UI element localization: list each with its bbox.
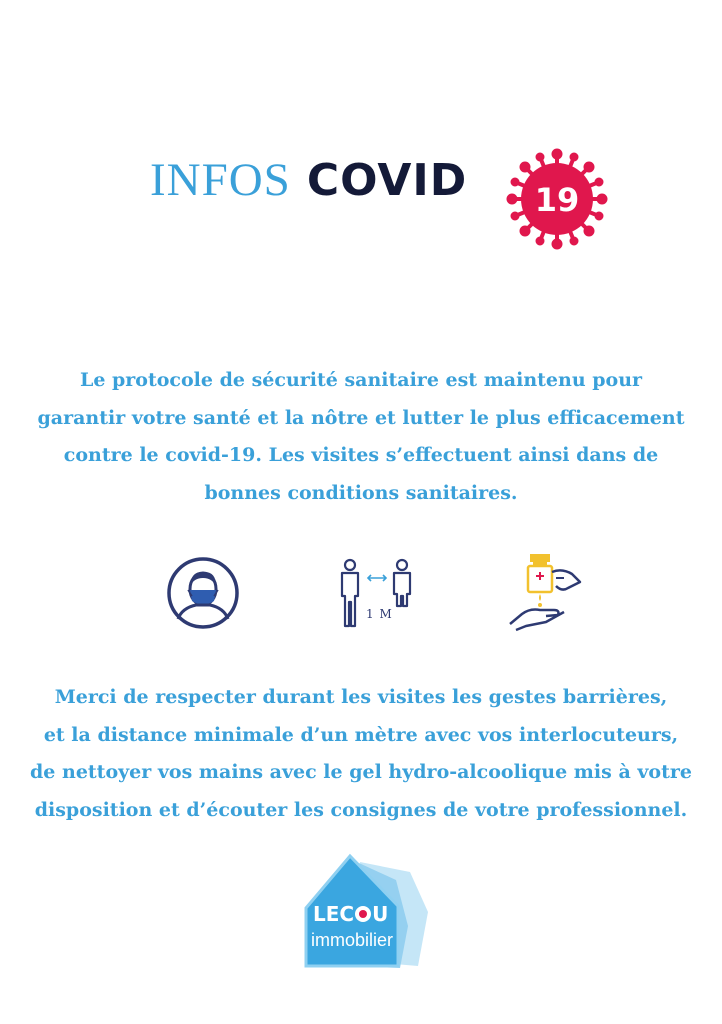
hand-sanitizer-icon (506, 548, 586, 634)
intro-line: contre le covid-19. Les visites s’effectuent ainsi dans de (63, 444, 659, 466)
instructions-paragraph (20, 679, 702, 829)
logo-name-part2: U (372, 902, 389, 926)
page-title (150, 150, 467, 210)
intro-line: garantir votre santé et la nôtre et lutter le plus efficacement (37, 406, 685, 429)
intro-paragraph (20, 362, 702, 512)
instructions-line: disposition et d’écouter les consignes de votre professionnel. (34, 798, 688, 821)
intro-line: bonnes conditions sanitaires. (204, 481, 518, 504)
logo-subtitle: immobilier (311, 930, 394, 950)
distance-label: 1 M (366, 607, 393, 621)
logo-name (313, 902, 388, 926)
title-infos: INFOS (150, 154, 291, 206)
virus-badge (504, 146, 610, 252)
intro-line: Le protocole de sécurité sanitaire est maintenu pour (79, 369, 643, 391)
instructions-line: et la distance minimale d’un mètre avec vos interlocuteurs, (43, 723, 679, 746)
title-covid: COVID (306, 154, 468, 206)
instructions-line: de nettoyer vos mains avec le gel hydro-alcoolique mis à votre (30, 761, 692, 783)
logo-name-part1: LEC (313, 902, 355, 926)
instructions-line: Merci de respecter durant les visites les gestes barrières, (54, 686, 668, 708)
virus-number: 19 (534, 181, 580, 219)
face-mask-icon (166, 556, 240, 630)
logo-o-icon (355, 906, 371, 922)
